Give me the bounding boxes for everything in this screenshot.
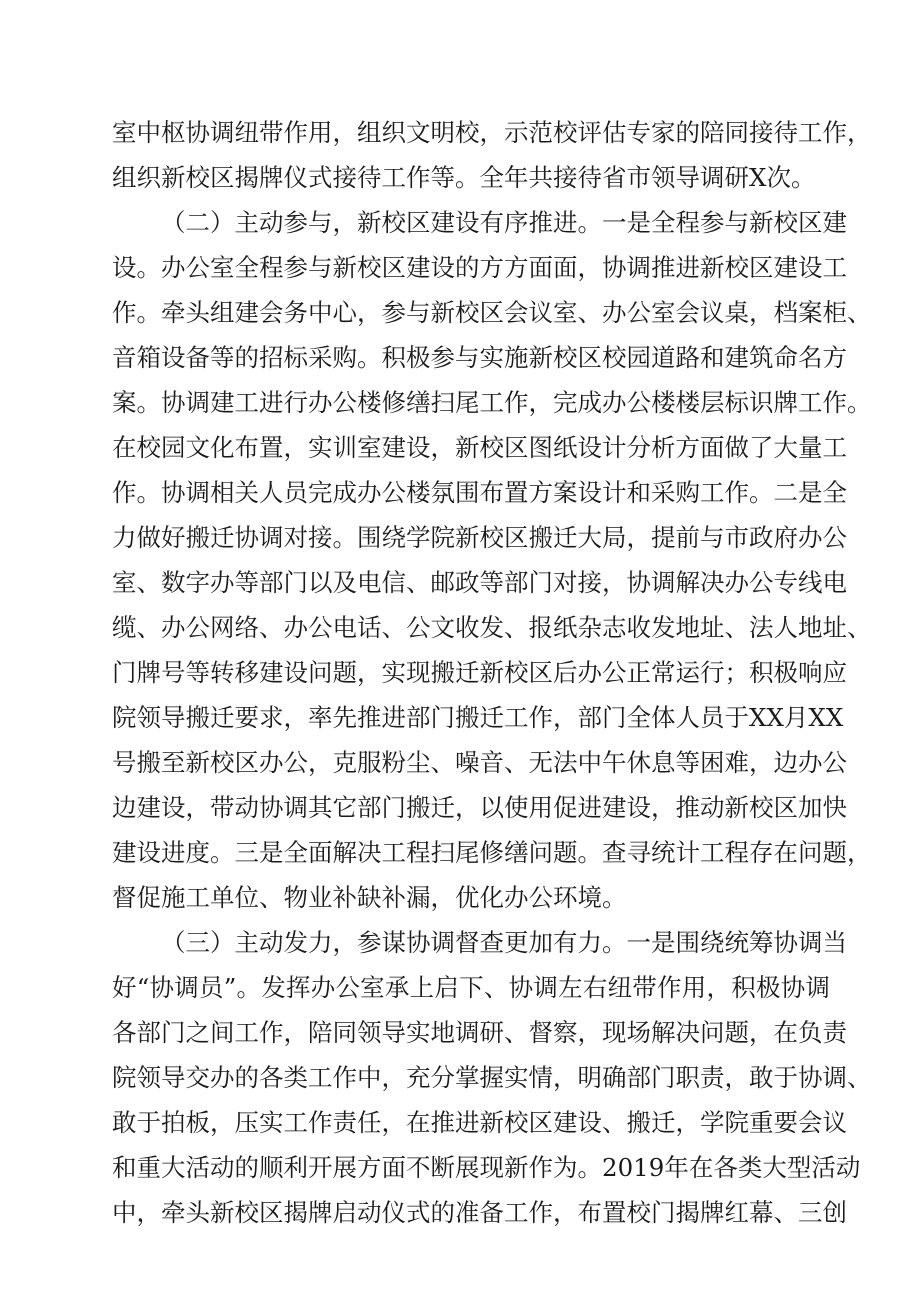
text-line: 力做好搬迁协调对接。围绕学院新校区搬迁大局，提前与市政府办公 [112,523,847,552]
text-line: 督促施工单位、物业补缺补漏，优化办公环境。 [112,883,627,912]
text-line: 好“协调员”。发挥办公室承上启下、协调左右纽带作用，积极协调 [112,973,830,1002]
text-line: 案。协调建工进行办公楼修缮扫尾工作，完成办公楼楼层标识牌工作。 [112,388,872,417]
text-line: 院领导交办的各类工作中，充分掌握实情，明确部门职责，敢于协调、 [112,1063,872,1092]
text-line: 作。协调相关人员完成办公楼氛围布置方案设计和采购工作。二是全 [112,478,847,507]
paragraph-heading-line: （二）主动参与，新校区建设有序推进。一是全程参与新校区建 [161,208,847,237]
text-line: 中，牵头新校区揭牌启动仪式的准备工作，布置校门揭牌红幕、三创 [112,1198,847,1227]
text-line: 在校园文化布置，实训室建设，新校区图纸设计分析方面做了大量工 [112,433,847,462]
text-line: 组织新校区揭牌仪式接待工作等。全年共接待省市领导调研X次。 [112,163,816,192]
text-line: 院领导搬迁要求，率先推进部门搬迁工作，部门全体人员于XX月XX [112,703,844,732]
text-line: 室、数字办等部门以及电信、邮政等部门对接，协调解决办公专线电 [112,568,847,597]
text-line: 建设进度。三是全面解决工程扫尾修缮问题。查寻统计工程存在问题， [112,838,872,867]
text-line: 号搬至新校区办公，克服粉尘、噪音、无法中午休息等困难，边办公 [112,748,847,777]
text-line: 缆、办公网络、办公电话、公文收发、报纸杂志收发地址、法人地址、 [112,613,872,642]
text-line: 和重大活动的顺利开展方面不断展现新作为。2019年在各类大型活动 [112,1153,861,1182]
text-line: 音箱设备等的招标采购。积极参与实施新校区校园道路和建筑命名方 [112,343,847,372]
text-line: 作。牵头组建会务中心，参与新校区会议室、办公室会议桌，档案柜、 [112,298,872,327]
paragraph-heading-line: （三）主动发力，参谋协调督查更加有力。一是围绕统筹协调当 [161,928,847,957]
text-line: 各部门之间工作，陪同领导实地调研、督察，现场解决问题，在负责 [112,1018,847,1047]
text-line: 门牌号等转移建设问题，实现搬迁新校区后办公正常运行；积极响应 [112,658,847,687]
text-line: 敢于拍板，压实工作责任，在推进新校区建设、搬迁，学院重要会议 [112,1108,847,1137]
text-line: 设。办公室全程参与新校区建设的方方面面，协调推进新校区建设工 [112,253,847,282]
text-line: 室中枢协调纽带作用，组织文明校，示范校评估专家的陪同接待工作， [112,118,872,147]
text-line: 边建设，带动协调其它部门搬迁，以使用促进建设，推动新校区加快 [112,793,847,822]
